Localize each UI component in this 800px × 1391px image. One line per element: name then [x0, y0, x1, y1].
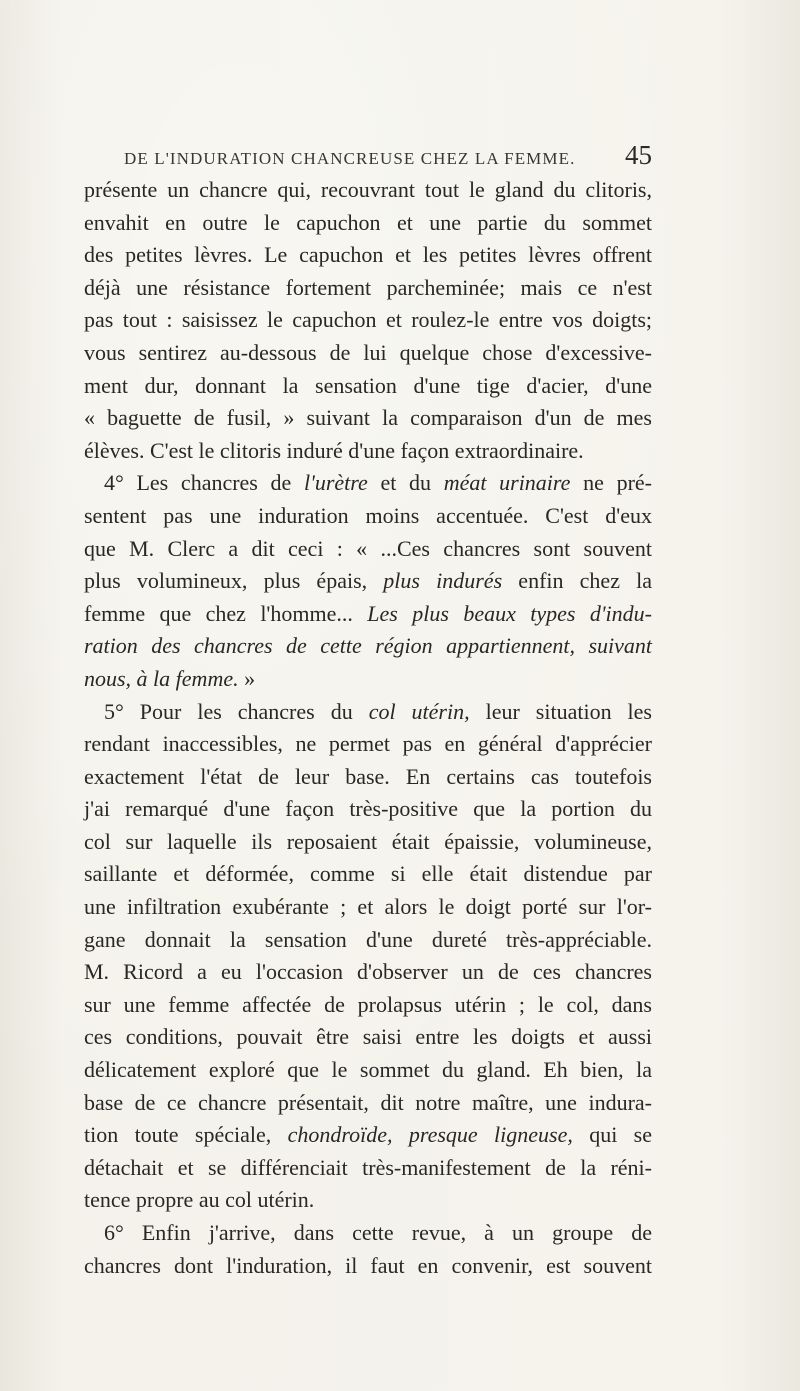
text-segment: 6° Enfin j'arrive, dans cette revue, à un groupe de — [104, 1220, 652, 1245]
text-segment: femme que chez l'homme... — [84, 600, 368, 626]
text-line — [84, 598, 652, 631]
text-line — [84, 989, 652, 1022]
text-line — [84, 467, 652, 500]
text-segment: j'ai remarqué d'une façon très-positive que la portion du — [84, 796, 652, 822]
text-line — [84, 533, 652, 566]
running-head: DE L'INDURATION CHANCREUSE CHEZ LA FEMME. — [124, 149, 576, 168]
text-line — [84, 761, 652, 794]
text-segment: des petites lèvres. Le capuchon et les petites lèvres offrent — [84, 242, 652, 268]
text-segment: exactement l'état de leur base. En certains cas toutefois — [84, 763, 652, 789]
text-segment: qui se — [572, 1122, 652, 1148]
page-header — [124, 140, 652, 174]
text-segment: élèves. C'est le clitoris induré d'une façon extraordinaire. — [84, 437, 584, 463]
text-segment: vous sentirez au-dessous de lui quelque chose d'excessive- — [84, 339, 652, 365]
body-text — [84, 174, 652, 1282]
text-segment: délicatement exploré que le sommet du gland. Eh bien, la — [84, 1057, 652, 1083]
italic-text: méat urinaire — [443, 470, 571, 496]
text-line — [84, 663, 652, 696]
italic-text: plus indurés — [383, 568, 503, 594]
text-line — [84, 337, 652, 370]
text-line — [84, 826, 652, 859]
text-line — [84, 1152, 652, 1185]
italic-text: chondroïde, presque ligneuse, — [287, 1122, 573, 1148]
italic-text: col utérin, — [368, 698, 470, 724]
text-segment: 5° Pour les chancres du — [104, 698, 369, 724]
text-line — [84, 858, 652, 891]
text-segment: ne pré- — [570, 470, 652, 496]
text-line — [84, 1087, 652, 1120]
text-segment: » — [238, 665, 256, 691]
text-line — [84, 891, 652, 924]
text-line — [84, 1021, 652, 1054]
text-line — [84, 924, 652, 957]
italic-text: l'urètre — [304, 470, 368, 496]
text-segment: tence propre au col utérin. — [84, 1187, 315, 1213]
text-segment: « baguette de fusil, » suivant la comparaison d'un de mes — [84, 405, 652, 431]
text-segment: saillante et déformée, comme si elle était distendue par — [84, 861, 652, 887]
text-segment: base de ce chancre présentait, dit notre maître, une indura- — [84, 1089, 652, 1115]
text-line — [84, 1217, 652, 1250]
text-line — [84, 696, 652, 729]
text-segment: envahit en outre le capuchon et une partie du sommet — [84, 209, 652, 235]
text-line — [84, 174, 652, 207]
text-line — [84, 239, 652, 272]
text-segment: déjà une résistance fortement parcheminée; mais ce n'est — [84, 274, 652, 300]
text-segment: tion toute spéciale, — [84, 1122, 288, 1148]
text-segment: que M. Clerc a dit ceci : « ...Ces chancres sont souvent — [84, 535, 652, 561]
text-line — [84, 1250, 652, 1283]
text-segment: ces conditions, pouvait être saisi entre les doigts et aussi — [84, 1024, 652, 1050]
italic-text: Les plus beaux types d'indu- — [367, 600, 652, 626]
text-segment: et du — [367, 470, 444, 496]
text-segment: rendant inaccessibles, ne permet pas en général d'apprécier — [84, 731, 652, 757]
italic-text: ration des chancres de cette région appartiennent, suivant — [84, 633, 652, 659]
text-segment: présente un chancre qui, recouvrant tout le gland du clitoris, — [84, 177, 652, 202]
text-segment: chancres dont l'induration, il faut en convenir, est souvent — [84, 1252, 652, 1278]
text-line — [84, 1184, 652, 1217]
text-segment: pas tout : saisissez le capuchon et roulez-le entre vos doigts; — [84, 307, 652, 333]
text-line — [84, 207, 652, 240]
text-line — [84, 565, 652, 598]
text-line — [84, 728, 652, 761]
text-segment: sur une femme affectée de prolapsus utérin ; le col, dans — [84, 991, 652, 1017]
text-segment: détachait et se différenciait très-manifestement de la réni- — [84, 1154, 652, 1180]
text-line — [84, 402, 652, 435]
text-line — [84, 793, 652, 826]
text-segment: leur situation les — [469, 698, 652, 724]
italic-text: nous, à la femme. — [84, 665, 239, 691]
text-segment: col sur laquelle ils reposaient était épaissie, volumineuse, — [84, 828, 652, 854]
text-segment: plus volumineux, plus épais, — [84, 568, 384, 594]
text-segment: une infiltration exubérante ; et alors le doigt porté sur l'or- — [84, 894, 652, 920]
text-segment: gane donnait la sensation d'une dureté très-appréciable. — [84, 926, 652, 952]
text-line — [84, 1054, 652, 1087]
text-line — [84, 500, 652, 533]
text-line — [84, 370, 652, 403]
text-line — [84, 435, 652, 468]
text-line — [84, 956, 652, 989]
text-segment: enfin chez la — [502, 568, 652, 594]
text-line — [84, 1119, 652, 1152]
text-line — [84, 304, 652, 337]
text-segment: sentent pas une induration moins accentuée. C'est d'eux — [84, 502, 652, 528]
text-line — [84, 630, 652, 663]
text-line — [84, 272, 652, 305]
text-segment: 4° Les chancres de — [104, 470, 304, 496]
page-number: 45 — [625, 140, 652, 170]
text-segment: M. Ricord a eu l'occasion d'observer un de ces chancres — [84, 959, 652, 985]
text-segment: ment dur, donnant la sensation d'une tige d'acier, d'une — [84, 372, 652, 398]
